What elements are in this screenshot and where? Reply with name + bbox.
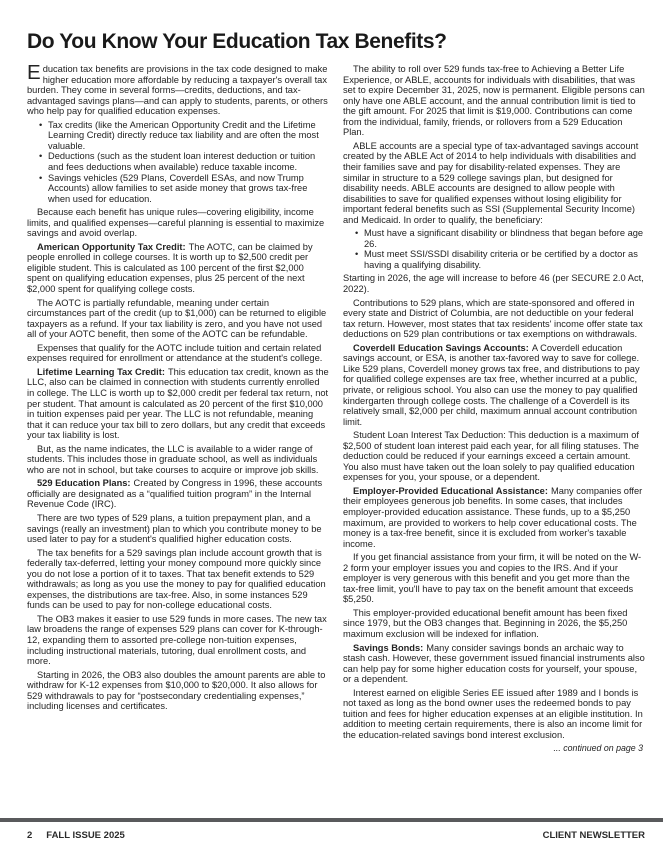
paragraph: The tax benefits for a 529 savings plan include account growth that is federally tax-deferred, letting your money compound more quickly since you do not lose a portion of it to taxes. That tax benefit extends to 529 withdrawals; as long as you use the money to pay for qualified education expenses, the distributions are tax-free. Also, in some instances 529 funds can be used to pay for non-college educational costs. bbox=[27, 547, 326, 611]
continued-note: ... continued on page 3 bbox=[553, 743, 643, 754]
footer-divider bbox=[0, 818, 663, 822]
list-item: • Deductions (such as the student loan interest deduction or tuition and fees deductions when available) reduce taxable income. bbox=[48, 151, 329, 172]
paragraph-student-loan: Student Loan Interest Tax Deduction: This deduction is a maximum of $2,500 of student loan interest paid each year, for all filing statuses. The deduction could be reduced if your earnings exceed a certain amount. You also must have taken out the loan solely to pay qualified education expenses for you, your spouse, or a dependent. bbox=[343, 430, 639, 483]
section-lead: Employer-Provided Educational Assistance: bbox=[353, 485, 548, 496]
paragraph: Starting in 2026, the OB3 also doubles the amount parents are able to withdraw for K-12 expenses from $10,000 to $20,000. It also allows for 529 withdrawals to pay for “postsecondary credentialing expenses,” including licenses and certificates. bbox=[27, 669, 326, 712]
paragraph: ABLE accounts are a special type of tax-advantaged savings account created by the ABLE Act of 2014 to help individuals with disabilities and their families save and pay for disability-related expenses. They are similar in structure to a 529 college savings plan, but designed for disability needs. ABLE accounts are designed to allow people with disabilities to save for qualified expenses without losing eligibility for important federal benefits such as SSI (Supplemental Security Income) and Medicaid. In order to qualify, the beneficiary: bbox=[343, 140, 639, 225]
paragraph: Starting in 2026, the age will increase to before 46 (per SECURE 2.0 Act, 2022). bbox=[343, 273, 644, 295]
paragraph: Interest earned on eligible Series EE issued after 1989 and I bonds is not taxed as long as the bond owner uses the redeemed bonds to pay tuition and fees for higher education expenses at an eligible institution. In addition to meeting certain requirements, there is also an income limit for the education-related savings bond interest exclusion. bbox=[343, 687, 643, 740]
left-column bbox=[27, 61, 329, 754]
section-lead: 529 Education Plans: bbox=[37, 478, 131, 489]
paragraph: If you get financial assistance from your firm, it will be noted on the W-2 form your employer issues you and copies to the IRS. And if your employer is very generous with this benefit and you get more than the tax-free limit, you'll have to pay tax on the benefit amount that exceeds $5,250. bbox=[343, 552, 642, 605]
paragraph: Contributions to 529 plans, which are state-sponsored and offered in every state and District of Columbia, are not deductible on your federal tax return. However, most states that tax residents' income offer state tax deductions on 529 plan contributions or tax exemptions on withdrawals. bbox=[343, 297, 643, 340]
paragraph-llc bbox=[27, 367, 329, 441]
paragraph-text: Created by Congress in 1996, these accounts officially are designated as a “qualified tuition program” in the Internal Revenue Code (IRC). bbox=[27, 478, 323, 510]
paragraph-529-plans bbox=[27, 478, 329, 510]
section-lead: Savings Bonds: bbox=[353, 642, 424, 653]
list-item: • Must have a significant disability or blindness that began before age 26. bbox=[364, 228, 645, 249]
paragraph: Expenses that qualify for the AOTC include tuition and certain related expenses required for enrollment or attendance at the student's college. bbox=[27, 342, 323, 364]
list-item: • Tax credits (like the American Opportunity Credit and the Lifetime Learning Credit) directly reduce tax liability and are often the most valuable. bbox=[48, 120, 329, 152]
publication-label: CLIENT NEWSLETTER bbox=[542, 830, 645, 841]
article-title: Do You Know Your Education Tax Benefits? bbox=[27, 30, 447, 53]
paragraph-employer-assistance bbox=[343, 486, 645, 549]
paragraph: Because each benefit has unique rules—covering eligibility, income limits, and qualified expenses—careful planning is essential to maximize savings and avoid overlap. bbox=[27, 207, 325, 239]
paragraph: This employer-provided educational benefit amount has been fixed since 1979, but the OB3 changes that. Beginning in 2026, the $5,250 maximum exclusion will be indexed for inflation. bbox=[343, 607, 628, 639]
paragraph-text: Many companies offer their employees generous job benefits. In some cases, that includes employer-provided education assistance. These funds, up to a $5,250 maximum, are provided to workers to help cover educational costs. The money is a tax-free benefit, since it is excluded from worker's taxable income. bbox=[343, 485, 643, 549]
right-column bbox=[343, 64, 645, 754]
paragraph-text: A Coverdell education savings account, or ESA, is another tax-favored way to save for college. Like 529 plans, Coverdell money grows tax free, and distributions to pay for qualified college expenses are tax free, whether incurred at a public, private, or religious school. You also can use the money to pay qualified kindergarten through college costs. The challenge of a Coverdell is its relatively small, $2,000 per child, maximum annual account contribution limit. bbox=[343, 342, 640, 427]
intro-paragraph bbox=[27, 61, 329, 117]
section-lead: Lifetime Learning Tax Credit: bbox=[37, 366, 165, 377]
paragraph-text: This education tax credit, known as the LLC, also can be claimed in connection with students currently enrolled in college. The LLC is worth up to $2,000 credit per federal tax return, not per student. That amount is calculated as 20 percent of the first $10,000 in tuition expenses paid per year. The LLC is not refundable, meaning that it can reduce your tax bill to zero dollars, but any credit that exceeds your tax liability is lost. bbox=[27, 366, 329, 441]
paragraph: The OB3 makes it easier to use 529 funds in more cases. The new tax law broadens the range of expenses 529 plans can cover for K-through-12, expanding them to assorted pre-college non-tuition expenses, including instructional materials, tutoring, dual enrollment costs, and more. bbox=[27, 613, 327, 667]
paragraph: But, as the name indicates, the LLC is available to a wider range of students. This includes those in graduate school, as well as individuals who are not in school, but take courses to acquire or improve job skills. bbox=[27, 443, 319, 475]
paragraph: There are two types of 529 plans, a tuition prepayment plan, and a savings (really an investment) plan to which you contribute money to be used later to pay for a student's qualified higher education costs. bbox=[27, 512, 322, 545]
paragraph: The ability to roll over 529 funds tax-free to Achieving a Better Life Experience, or ABLE, accounts for individuals with disabilities, that was set to expire December 31, 2025, now is permanent. Eligible persons can only have one ABLE account, and the annual contribution limit is tied to the gift amount. For 2025 that limit is $19,000. Contributions can come from the individual, family, friends, or rollovers from a 529 Education Plan. bbox=[343, 64, 645, 138]
paragraph-savings-bonds bbox=[343, 643, 645, 685]
article-body bbox=[27, 61, 645, 754]
page-number: 2 bbox=[27, 830, 33, 841]
list-item: • Must meet SSI/SSDI disability criteria or be certified by a doctor as having a qualifying disability. bbox=[364, 249, 645, 270]
intro-text: ducation tax benefits are provisions in the tax code designed to make higher education more affordable by reducing a taxpayer's overall tax burden. They come in several forms—credits, deductions, and tax-advantaged savings plans—and can apply to students, parents, or others who help pay for qualified education expenses. bbox=[27, 64, 328, 117]
list-item: • Savings vehicles (529 Plans, Coverdell ESAs, and now Trump Accounts) allow families to set aside money that grows tax-free when used for education. bbox=[48, 173, 329, 205]
able-eligibility-list bbox=[343, 228, 645, 270]
section-lead: Coverdell Education Savings Accounts: bbox=[353, 342, 529, 353]
paragraph-coverdell bbox=[343, 343, 645, 427]
issue-label: FALL ISSUE 2025 bbox=[46, 830, 125, 841]
paragraph-aotc bbox=[27, 242, 329, 295]
drop-cap: E bbox=[27, 61, 41, 85]
paragraph-text: The AOTC, can be claimed by people enrolled in college courses. It is worth up to $2,500 credit per eligible student. This is calculated as 100 percent of the first $2,000 spent on qualifying education expenses, plus 25 percent of the next $2,000 spent for qualifying college costs. bbox=[27, 241, 313, 295]
footer-left bbox=[27, 830, 125, 841]
benefit-types-list bbox=[27, 120, 329, 204]
paragraph-text: Many consider savings bonds an archaic way to stash cash. However, these government issued financial instruments also can help pay for some higher education costs for yourself, your spouse, or a dependent. bbox=[343, 642, 645, 685]
section-lead: American Opportunity Tax Credit: bbox=[37, 241, 186, 252]
page-footer bbox=[27, 830, 645, 841]
paragraph: The AOTC is partially refundable, meaning under certain circumstances part of the credit (up to $1,000) can be returned to eligible taxpayers as a refund. If your tax liability is zero, and you have not used all of your AOTC benefit, then some of the AOTC can be refundable. bbox=[27, 297, 327, 340]
